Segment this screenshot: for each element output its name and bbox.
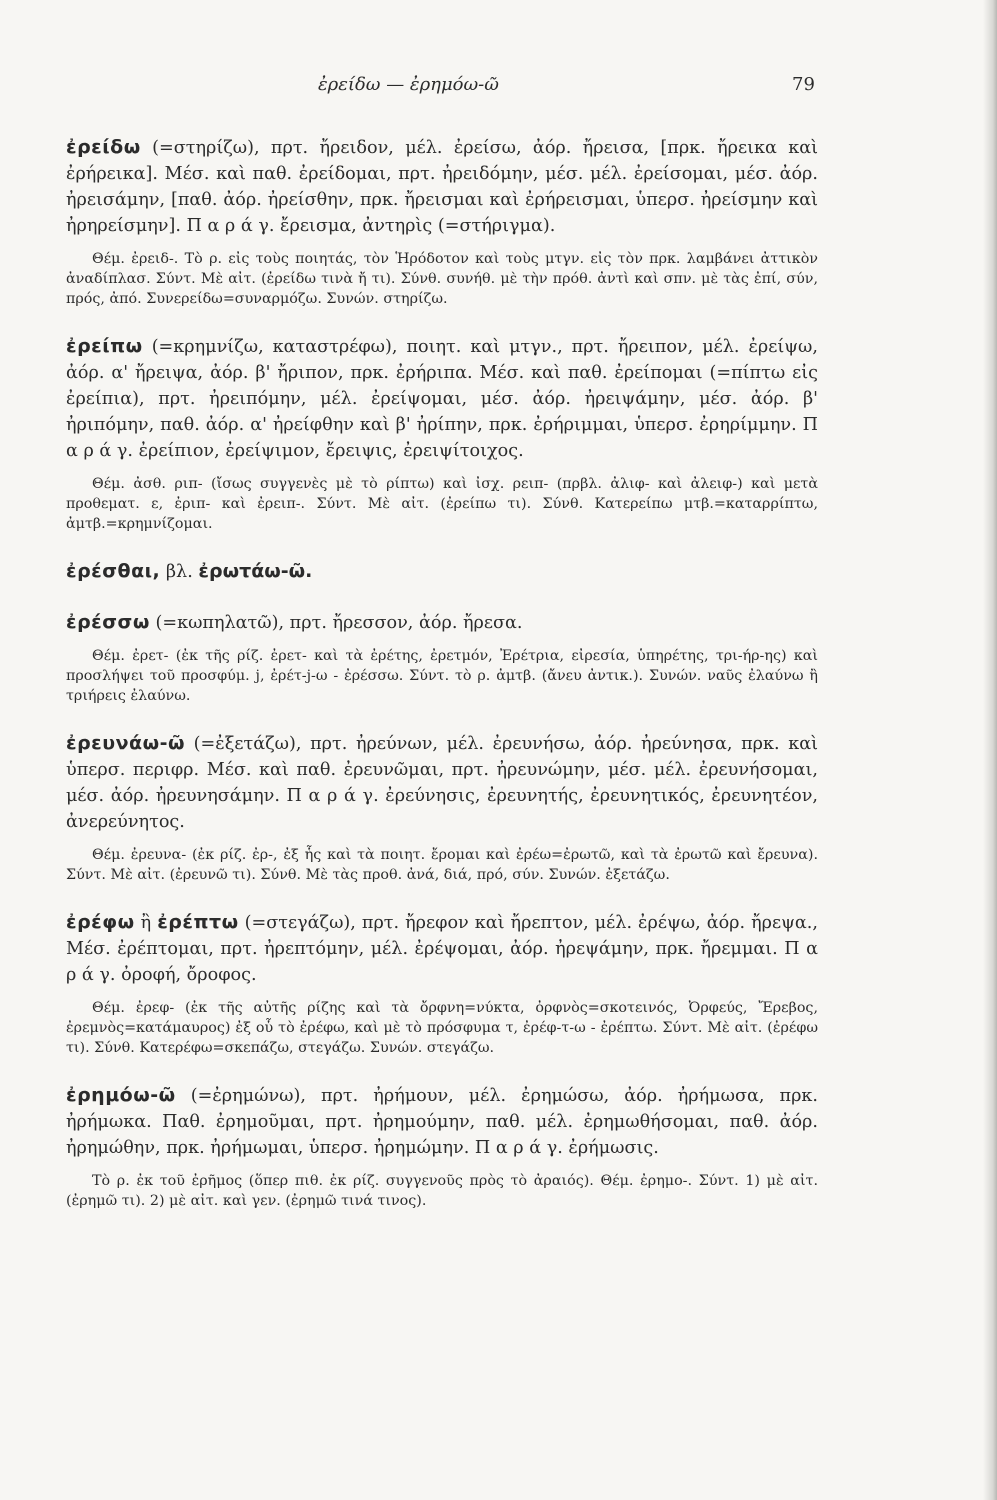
headword: ἐρείδω (66, 136, 141, 158)
note-label: Θέμ. (92, 476, 125, 492)
entry-ereunao (66, 730, 818, 885)
etymology-note (66, 1171, 818, 1211)
note-text: ἐρειδ-. Τὸ ρ. εἰς τοὺς ποιητάς, τὸν Ἡρόδοτον καὶ τοὺς μτγν. εἰς τὸν πρκ. λαμβάνει ἀττικὸν ἀναδίπλασ. Σύντ. Μὲ αἰτ. (ἐρείδω τινὰ ἤ τι). Σύνθ. συνήθ. μὲ τὴν πρόθ. ἀντὶ καὶ σπν. μὲ τὰς ἐπί, σύν, πρός, ἀπό. Συνερείδω=συναρμόζω. Συνών. στηρίζω. (66, 251, 818, 307)
headword: ἐρημόω-ῶ (66, 1084, 176, 1106)
entry-eresso (66, 609, 818, 706)
entry-text: (=ἐξετάζω), πρτ. ἠρεύνων, μέλ. ἐρευνήσω, ἀόρ. ἠρεύνησα, πρκ. καὶ ὑπερσ. περιφρ. Μέσ. καὶ παθ. ἐρευνῶμαι, πρτ. ἠρευνώμην, μέσ. μέλ. ἐρευνήσομαι, μέσ. ἀόρ. ἠρευνησάμην. Π α ρ ά γ. ἐρεύνησις, ἐρευνητής, ἐρευνητικός, ἐρευνητέον, ἀνερεύνητος. (66, 734, 819, 832)
entry-text: (=κρημνίζω, καταστρέφω), ποιητ. καὶ μτγν., πρτ. ἤρειπον, μέλ. ἐρείψω, ἀόρ. α' ἤρειψα, ἀόρ. β' ἤριπον, πρκ. ἐρήριπα. Μέσ. καὶ παθ. ἐρείπομαι (=πίπτω εἰς ἐρείπια), πρτ. ἠρειπόμην, μέλ. ἐρείψομαι, μέσ. ἀόρ. ἠρειψάμην, μέσ. ἀόρ. β' ἠριπόμην, παθ. ἀόρ. α' ἠρείφθην καὶ β' ἠρίπην, πρκ. ἐρήριμμαι, ὑπερσ. ἐρηρίμμην. Π α ρ ά γ. ἐρείπιον, ἐρείψιμον, ἔρειψις, ἐρειψίτοιχος. (66, 337, 818, 461)
entry-body (66, 730, 818, 835)
note-text: ἐρετ- (ἐκ τῆς ρίζ. ἐρετ- καὶ τὰ ἐρέτης, ἐρετμόν, Ἐρέτρια, εἰρεσία, ὑπηρέτης, τρι-ήρ-ης) καὶ προσλήψει τοῦ προσφύμ. j, ἐρέτ-j-ω - ἐρέσσω. Σύντ. τὸ ρ. ἀμτβ. (ἄνευ ἀντικ.). Συνών. ναῦς ἐλαύνω ἢ τριήρεις ἐλαύνω. (66, 648, 818, 704)
entry-body (66, 333, 818, 464)
entry-ereipo (66, 333, 818, 534)
running-title: ἐρείδω — ἐρημόω-ῶ (318, 74, 499, 95)
headword-variant: ἐρέπτω (157, 911, 239, 933)
note-text: ἀσθ. ριπ- (ἴσως συγγενὲς μὲ τὸ ρίπτω) καὶ ἰσχ. ρειπ- (πρβλ. ἀλιφ- καὶ ἀλειφ-) καὶ μετὰ προθεματ. ε, ἐριπ- καὶ ἐρειπ-. Σύντ. Μὲ αἰτ. (ἐρείπω τι). Σύνθ. Κατερείπω μτβ.=καταρρίπτω, ἀμτβ.=κρημνίζομαι. (66, 476, 818, 532)
etymology-note (66, 845, 818, 885)
entry-text: (=ἐρημώνω), πρτ. ἠρήμουν, μέλ. ἐρημώσω, ἀόρ. ἠρήμωσα, πρκ. ἠρήμωκα. Παθ. ἐρημοῦμαι, πρτ. ἠρημούμην, παθ. μέλ. ἐρημωθήσομαι, παθ. ἀόρ. ἠρημώθην, πρκ. ἠρήμωμαι, ὑπερσ. ἠρημώμην. Π α ρ ά γ. ἐρήμωσις. (66, 1086, 819, 1158)
entry-text: βλ. (165, 562, 193, 582)
note-text: ἐρευνα- (ἐκ ρίζ. ἐρ-, ἐξ ἧς καὶ τὰ ποιητ. ἔρομαι καὶ ἐρέω=ἐρωτῶ, καὶ τὰ ἐρωτῶ καὶ ἔρευνα). Σύντ. Μὲ αἰτ. (ἐρευνῶ τι). Σύνθ. Μὲ τὰς προθ. ἀνά, διά, πρό, σύν. Συνών. ἐξετάζω. (66, 847, 818, 883)
cross-reference: ἐρωτάω-ῶ. (198, 560, 313, 582)
entry-body (66, 609, 818, 636)
etymology-note (66, 474, 818, 534)
headword: ἐρείπω (66, 335, 143, 357)
etymology-note (66, 249, 818, 309)
note-text: ἐρεφ- (ἐκ τῆς αὐτῆς ρίζης καὶ τὰ ὄρφνη=νύκτα, ὀρφνὸς=σκοτεινός, Ὀρφεύς, Ἔρεβος, ἐρεμνὸς=κατάμαυρος) ἐξ οὗ τὸ ἐρέφω, καὶ μὲ τὸ πρόσφυμα τ, ἐρέφ-τ-ω - ἐρέπτω. Σύντ. Μὲ αἰτ. (ἐρέφω τι). Σύνθ. Κατερέφω=σκεπάζω, στεγάζω. Συνών. στεγάζω. (66, 1000, 818, 1056)
entry-body (66, 134, 818, 239)
entry-eremoo (66, 1082, 818, 1211)
entry-body (66, 909, 818, 988)
page-number: 79 (792, 74, 815, 95)
note-label: Τὸ ρ. (92, 1173, 130, 1189)
note-label: Θέμ. (92, 847, 125, 863)
note-text: ἐκ τοῦ ἐρῆμος (ὅπερ πιθ. ἐκ ρίζ. συγγενοῦς πρὸς τὸ ἀραιός). Θέμ. ἐρημο-. Σύντ. 1) μὲ αἰτ. (ἐρημῶ τι). 2) μὲ αἰτ. καὶ γεν. (ἐρημῶ τινά τινος). (66, 1173, 819, 1209)
entry-body (66, 1082, 818, 1161)
note-label: Θέμ. (92, 1000, 125, 1016)
headword: ἐρέσθαι, (66, 560, 161, 582)
note-label: Θέμ. (92, 648, 125, 664)
entry-erepho (66, 909, 818, 1058)
entry-eresthai (66, 558, 818, 585)
note-label: Θέμ. (92, 251, 125, 267)
entry-body (66, 558, 818, 585)
page-header (0, 74, 997, 104)
entry-ereido (66, 134, 818, 309)
etymology-note (66, 998, 818, 1058)
entry-text: (=κωπηλατῶ), πρτ. ἤρεσσον, ἀόρ. ἤρεσα. (155, 613, 523, 633)
headword: ἐρέφω (66, 911, 135, 933)
headword: ἐρέσσω (66, 611, 150, 633)
dictionary-column (66, 134, 818, 1235)
etymology-note (66, 646, 818, 706)
headword: ἐρευνάω-ῶ (66, 732, 185, 754)
entry-text: (=στηρίζω), πρτ. ἤρειδον, μέλ. ἐρείσω, ἀόρ. ἤρεισα, [πρκ. ἤρεικα καὶ ἐρήρεικα]. Μέσ. καὶ παθ. ἐρείδομαι, πρτ. ἠρειδόμην, μέσ. μέλ. ἐρείσομαι, μέσ. ἀόρ. ἠρεισάμην, [παθ. ἀόρ. ἠρείσθην, πρκ. ἤρεισμαι καὶ ἐρήρεισμαι, ὑπερσ. ἠρείσμην καὶ ἠρηρείσμην]. Π α ρ ά γ. ἔρεισμα, ἀντηρὶς (=στήριγμα). (66, 138, 819, 236)
entry-text: ἢ ἐρέπτω (=στεγάζω), πρτ. ἤρεφον καὶ ἤρεπτον, μέλ. ἐρέψω, ἀόρ. ἤρεψα., Μέσ. ἐρέπτομαι, πρτ. ἠρεπτόμην, μέλ. ἐρέψομαι, ἀόρ. ἠρεψάμην, πρκ. ἤρεμμαι. Π α ρ ά γ. ὀροφή, ὄροφος. (66, 911, 818, 985)
page-edge-shadow (983, 0, 997, 1500)
